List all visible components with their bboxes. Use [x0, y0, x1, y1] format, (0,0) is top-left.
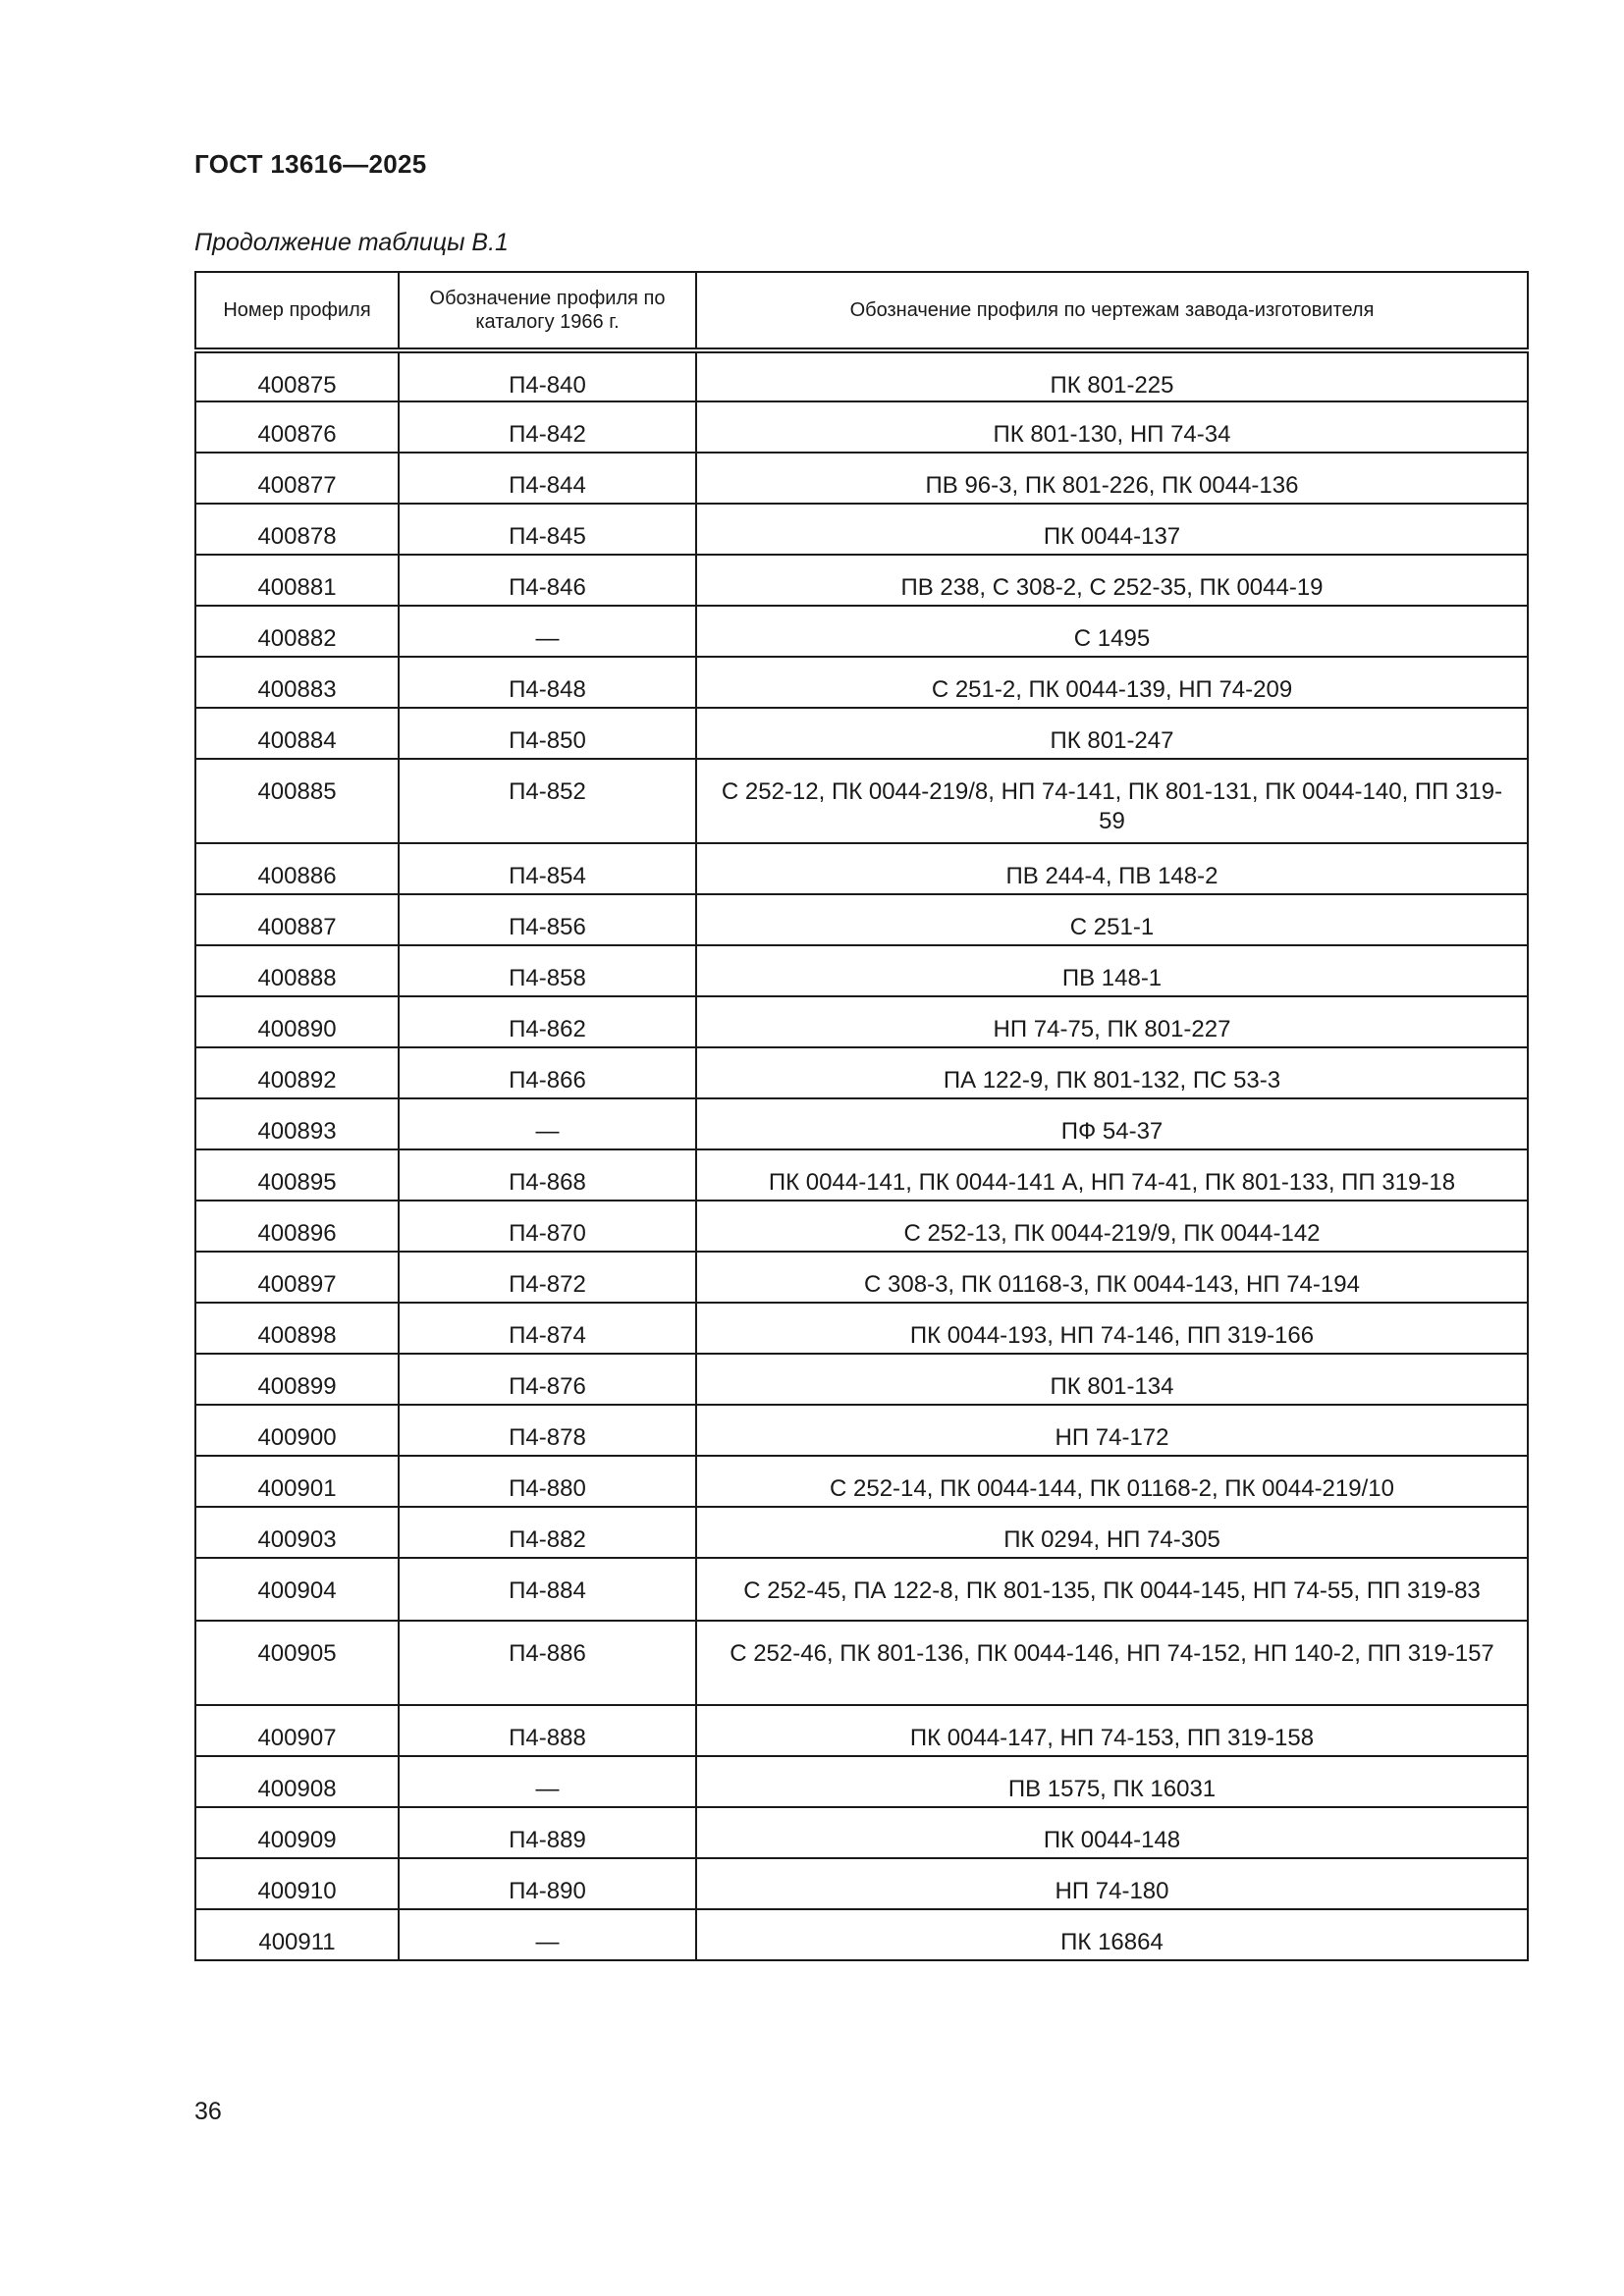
cell-catalog-designation: П4-858	[399, 945, 696, 996]
table-row	[195, 1047, 1528, 1098]
cell-catalog-designation: П4-862	[399, 996, 696, 1047]
table-row	[195, 1149, 1528, 1201]
cell-catalog-designation: П4-854	[399, 843, 696, 894]
table-row	[195, 894, 1528, 945]
cell-factory-designation: ПВ 238, С 308-2, С 252-35, ПК 0044-19	[696, 555, 1528, 606]
cell-factory-designation: ПВ 244-4, ПВ 148-2	[696, 843, 1528, 894]
cell-catalog-designation: П4-890	[399, 1858, 696, 1909]
cell-profile-number: 400878	[195, 504, 399, 555]
cell-factory-designation: С 252-12, ПК 0044-219/8, НП 74-141, ПК 801-131, ПК 0044-140, ПП 319-59	[696, 759, 1528, 843]
table-body	[195, 350, 1528, 1960]
table-row	[195, 1756, 1528, 1807]
cell-factory-designation: С 1495	[696, 606, 1528, 657]
cell-factory-designation: ПВ 1575, ПК 16031	[696, 1756, 1528, 1807]
table-row	[195, 1098, 1528, 1149]
cell-factory-designation: ПК 801-130, НП 74-34	[696, 401, 1528, 453]
cell-catalog-designation: —	[399, 1756, 696, 1807]
cell-profile-number: 400887	[195, 894, 399, 945]
cell-catalog-designation: П4-844	[399, 453, 696, 504]
cell-catalog-designation: П4-850	[399, 708, 696, 759]
cell-catalog-designation: П4-878	[399, 1405, 696, 1456]
cell-profile-number: 400886	[195, 843, 399, 894]
cell-factory-designation: С 252-13, ПК 0044-219/9, ПК 0044-142	[696, 1201, 1528, 1252]
table-row	[195, 1303, 1528, 1354]
cell-catalog-designation: П4-876	[399, 1354, 696, 1405]
cell-catalog-designation: П4-882	[399, 1507, 696, 1558]
cell-profile-number: 400901	[195, 1456, 399, 1507]
profiles-table	[194, 271, 1529, 1961]
table-row	[195, 945, 1528, 996]
cell-catalog-designation: П4-872	[399, 1252, 696, 1303]
cell-profile-number: 400876	[195, 401, 399, 453]
table-row	[195, 1909, 1528, 1960]
cell-profile-number: 400898	[195, 1303, 399, 1354]
cell-factory-designation: ПВ 148-1	[696, 945, 1528, 996]
page-number: 36	[194, 2098, 222, 2125]
cell-catalog-designation: П4-866	[399, 1047, 696, 1098]
cell-factory-designation: ПК 0044-137	[696, 504, 1528, 555]
cell-factory-designation: ПК 801-134	[696, 1354, 1528, 1405]
cell-catalog-designation: —	[399, 1909, 696, 1960]
cell-profile-number: 400875	[195, 350, 399, 401]
cell-profile-number: 400881	[195, 555, 399, 606]
table-row	[195, 504, 1528, 555]
cell-factory-designation: ПК 16864	[696, 1909, 1528, 1960]
cell-factory-designation: С 251-1	[696, 894, 1528, 945]
cell-profile-number: 400888	[195, 945, 399, 996]
cell-profile-number: 400907	[195, 1705, 399, 1756]
table-row	[195, 759, 1528, 843]
table-row	[195, 401, 1528, 453]
cell-factory-designation: С 251-2, ПК 0044-139, НП 74-209	[696, 657, 1528, 708]
cell-profile-number: 400890	[195, 996, 399, 1047]
column-header-catalog-designation: Обозначение профиля по каталогу 1966 г.	[399, 272, 696, 350]
cell-profile-number: 400883	[195, 657, 399, 708]
cell-profile-number: 400896	[195, 1201, 399, 1252]
cell-profile-number: 400908	[195, 1756, 399, 1807]
cell-factory-designation: ПК 0044-141, ПК 0044-141 А, НП 74-41, ПК 801-133, ПП 319-18	[696, 1149, 1528, 1201]
cell-factory-designation: НП 74-75, ПК 801-227	[696, 996, 1528, 1047]
cell-profile-number: 400893	[195, 1098, 399, 1149]
table-header-row	[195, 272, 1528, 350]
cell-profile-number: 400885	[195, 759, 399, 843]
table-row	[195, 1507, 1528, 1558]
cell-factory-designation: ПВ 96-3, ПК 801-226, ПК 0044-136	[696, 453, 1528, 504]
table-row	[195, 1354, 1528, 1405]
cell-factory-designation: С 252-14, ПК 0044-144, ПК 01168-2, ПК 0044-219/10	[696, 1456, 1528, 1507]
cell-catalog-designation: П4-852	[399, 759, 696, 843]
cell-profile-number: 400905	[195, 1621, 399, 1705]
cell-factory-designation: ПК 0044-147, НП 74-153, ПП 319-158	[696, 1705, 1528, 1756]
cell-factory-designation: С 252-46, ПК 801-136, ПК 0044-146, НП 74-152, НП 140-2, ПП 319-157	[696, 1621, 1528, 1705]
table-row	[195, 1621, 1528, 1705]
table-row	[195, 843, 1528, 894]
cell-catalog-designation: П4-884	[399, 1558, 696, 1621]
cell-factory-designation: ПК 0044-193, НП 74-146, ПП 319-166	[696, 1303, 1528, 1354]
table-row	[195, 1201, 1528, 1252]
cell-catalog-designation: П4-845	[399, 504, 696, 555]
cell-factory-designation: ПК 801-225	[696, 350, 1528, 401]
cell-catalog-designation: П4-848	[399, 657, 696, 708]
table-row	[195, 1807, 1528, 1858]
cell-catalog-designation: П4-868	[399, 1149, 696, 1201]
cell-profile-number: 400911	[195, 1909, 399, 1960]
cell-profile-number: 400884	[195, 708, 399, 759]
cell-catalog-designation: П4-870	[399, 1201, 696, 1252]
cell-catalog-designation: П4-846	[399, 555, 696, 606]
cell-factory-designation: ПА 122-9, ПК 801-132, ПС 53-3	[696, 1047, 1528, 1098]
cell-catalog-designation: П4-889	[399, 1807, 696, 1858]
cell-factory-designation: НП 74-172	[696, 1405, 1528, 1456]
cell-factory-designation: ПФ 54-37	[696, 1098, 1528, 1149]
column-header-profile-number: Номер профиля	[195, 272, 399, 350]
cell-factory-designation: С 252-45, ПА 122-8, ПК 801-135, ПК 0044-145, НП 74-55, ПП 319-83	[696, 1558, 1528, 1621]
table-row	[195, 555, 1528, 606]
cell-profile-number: 400910	[195, 1858, 399, 1909]
table-row	[195, 1858, 1528, 1909]
cell-profile-number: 400903	[195, 1507, 399, 1558]
cell-profile-number: 400877	[195, 453, 399, 504]
cell-factory-designation: НП 74-180	[696, 1858, 1528, 1909]
cell-catalog-designation: П4-888	[399, 1705, 696, 1756]
cell-catalog-designation: —	[399, 606, 696, 657]
table-row	[195, 708, 1528, 759]
table-row	[195, 1705, 1528, 1756]
cell-profile-number: 400909	[195, 1807, 399, 1858]
cell-profile-number: 400897	[195, 1252, 399, 1303]
cell-factory-designation: ПК 801-247	[696, 708, 1528, 759]
table-row	[195, 350, 1528, 401]
cell-factory-designation: ПК 0294, НП 74-305	[696, 1507, 1528, 1558]
table-row	[195, 657, 1528, 708]
cell-factory-designation: С 308-3, ПК 01168-3, ПК 0044-143, НП 74-194	[696, 1252, 1528, 1303]
cell-profile-number: 400895	[195, 1149, 399, 1201]
cell-profile-number: 400899	[195, 1354, 399, 1405]
cell-catalog-designation: —	[399, 1098, 696, 1149]
column-header-factory-designation: Обозначение профиля по чертежам завода-изготовителя	[696, 272, 1528, 350]
cell-factory-designation: ПК 0044-148	[696, 1807, 1528, 1858]
cell-catalog-designation: П4-886	[399, 1621, 696, 1705]
cell-catalog-designation: П4-840	[399, 350, 696, 401]
table-caption: Продолжение таблицы В.1	[194, 229, 509, 256]
table-row	[195, 606, 1528, 657]
table-row	[195, 1456, 1528, 1507]
cell-profile-number: 400892	[195, 1047, 399, 1098]
table-row	[195, 453, 1528, 504]
cell-catalog-designation: П4-874	[399, 1303, 696, 1354]
cell-profile-number: 400904	[195, 1558, 399, 1621]
document-code: ГОСТ 13616—2025	[194, 149, 427, 179]
table-row	[195, 1558, 1528, 1621]
table-row	[195, 996, 1528, 1047]
table-row	[195, 1405, 1528, 1456]
cell-catalog-designation: П4-856	[399, 894, 696, 945]
cell-catalog-designation: П4-842	[399, 401, 696, 453]
cell-catalog-designation: П4-880	[399, 1456, 696, 1507]
table-row	[195, 1252, 1528, 1303]
cell-profile-number: 400882	[195, 606, 399, 657]
cell-profile-number: 400900	[195, 1405, 399, 1456]
